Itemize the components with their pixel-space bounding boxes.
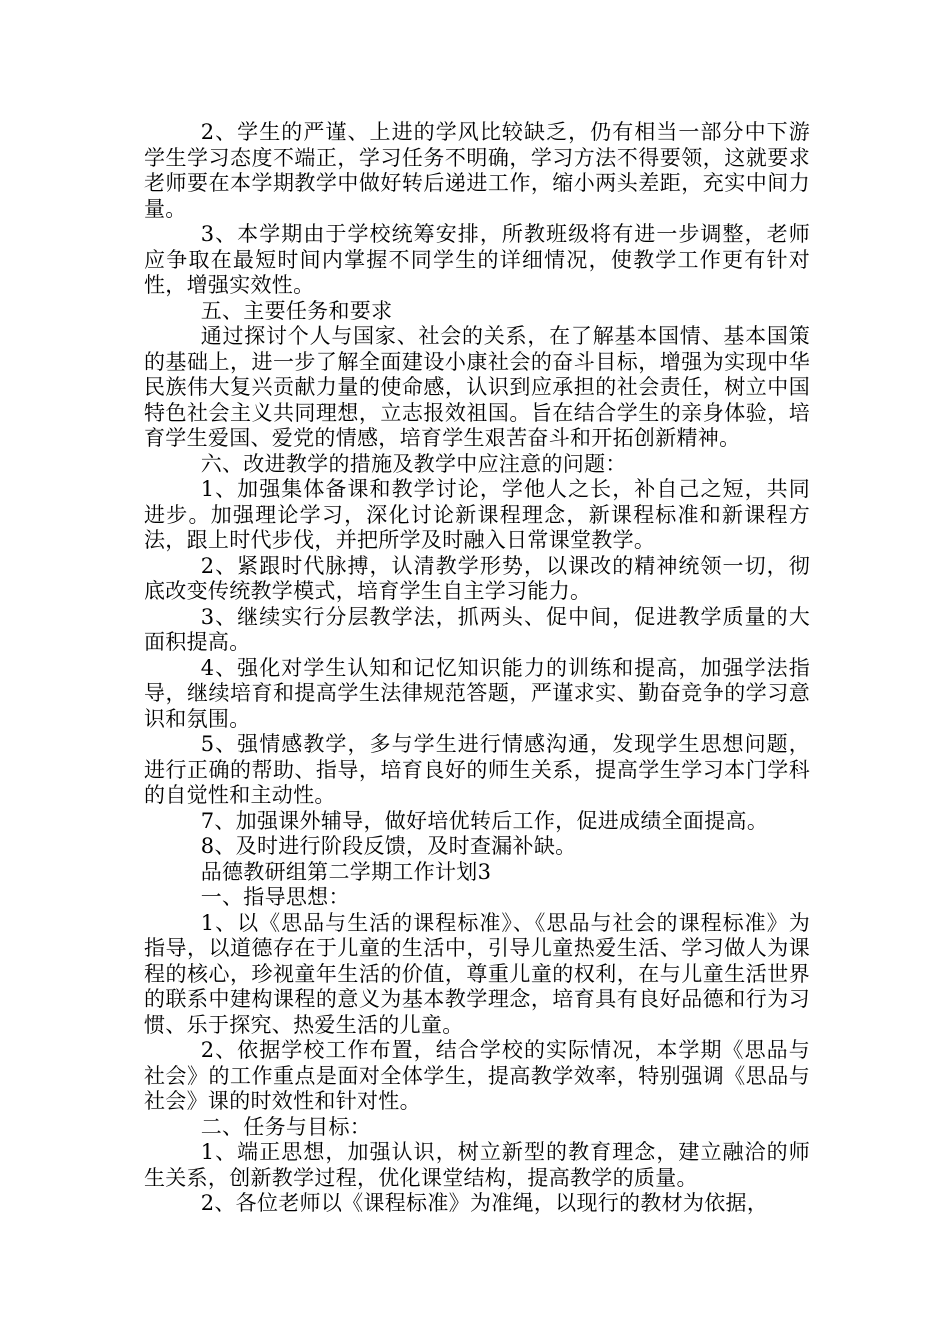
paragraph-goal-1: 1、端正思想，加强认识，树立新型的教育理念，建立融洽的师生关系，创新教学过程，优化课堂结构，提高教学的质量。 <box>144 1140 810 1190</box>
paragraph-measure-7: 7、加强课外辅导，做好培优转后工作，促进成绩全面提高。 <box>200 808 769 833</box>
paragraph-measure-8: 8、及时进行阶段反馈，及时查漏补缺。 <box>200 834 577 858</box>
section-heading-improvement-measures: 六、改进教学的措施及教学中应注意的问题： <box>200 451 627 476</box>
paragraph-measure-1: 1、加强集体备课和教学讨论，学他人之长，补自己之短，共同进步。加强理论学习，深化讨论新课程理念，新课程标准和新课程方法，跟上时代步伐，并把所学及时融入日常课堂教学。 <box>144 477 810 552</box>
section-heading-tasks-requirements: 五、主要任务和要求 <box>200 298 393 323</box>
section-heading-tasks-goals: 二、任务与目标： <box>200 1114 372 1139</box>
paragraph-goal-2: 2、各位老师以《课程标准》为准绳，以现行的教材为依据， <box>200 1191 769 1215</box>
paragraph-measure-2: 2、紧跟时代脉搏，认清教学形势，以课改的精神统领一切，彻底改变传统教学模式，培育学生自主学习能力。 <box>144 553 810 603</box>
paragraph-guiding-2: 2、依据学校工作布置，结合学校的实际情况，本学期《思品与社会》的工作重点是面对全体学生，提高教学效率，特别强调《思品与社会》课的时效性和针对性。 <box>144 1038 810 1113</box>
section-heading-guiding-ideology: 一、指导思想： <box>200 885 350 909</box>
paragraph-tasks-body: 通过探讨个人与国家、社会的关系，在了解基本国情、基本国策的基础上，进一步了解全面建设小康社会的奋斗目标，增强为实现中华民族伟大复兴贡献力量的使命感，认识到应承担的社会责任，树立中国特色社会主义共同理想，立志报效祖国。旨在结合学生的亲身体验，培育学生爱国、爱党的情感，培育学生艰苦奋斗和开拓创新精神。 <box>144 324 810 450</box>
document-subtitle-plan-3: 品德教研组第二学期工作计划3 <box>200 859 492 884</box>
paragraph-measure-5: 5、强情感教学，多与学生进行情感沟通，发现学生思想问题，进行正确的帮助、指导，培育良好的师生关系，提高学生学习本门学科的自觉性和主动性。 <box>144 732 810 807</box>
paragraph-measure-3: 3、继续实行分层教学法，抓两头、促中间，促进教学质量的大面积提高。 <box>144 604 810 654</box>
paragraph-student-study-attitude: 2、学生的严谨、上进的学风比较缺乏，仍有相当一部分中下游学生学习态度不端正，学习任务不明确，学习方法不得要领，这就要求老师要在本学期教学中做好转后递进工作，缩小两头差距，充实中间力量。 <box>144 120 810 221</box>
paragraph-measure-4: 4、强化对学生认知和记忆知识能力的训练和提高，加强学法指导，继续培育和提高学生法律规范答题，严谨求实、勤奋竞争的学习意识和氛围。 <box>144 655 810 731</box>
paragraph-class-adjustment: 3、本学期由于学校统筹安排，所教班级将有进一步调整，老师应争取在最短时间内掌握不同学生的详细情况，使教学工作更有针对性，增强实效性。 <box>144 222 810 297</box>
document-page <box>144 120 810 1217</box>
paragraph-guiding-1: 1、以《思品与生活的课程标准》、《思品与社会的课程标准》为指导，以道德存在于儿童的生活中，引导儿童热爱生活、学习做人为课程的核心，珍视童年生活的价值，尊重儿童的权利，在与儿童生活世界的联系中建构课程的意义为基本教学理念，培育具有良好品德和行为习惯、乐于探究、热爱生活的儿童。 <box>144 910 810 1037</box>
